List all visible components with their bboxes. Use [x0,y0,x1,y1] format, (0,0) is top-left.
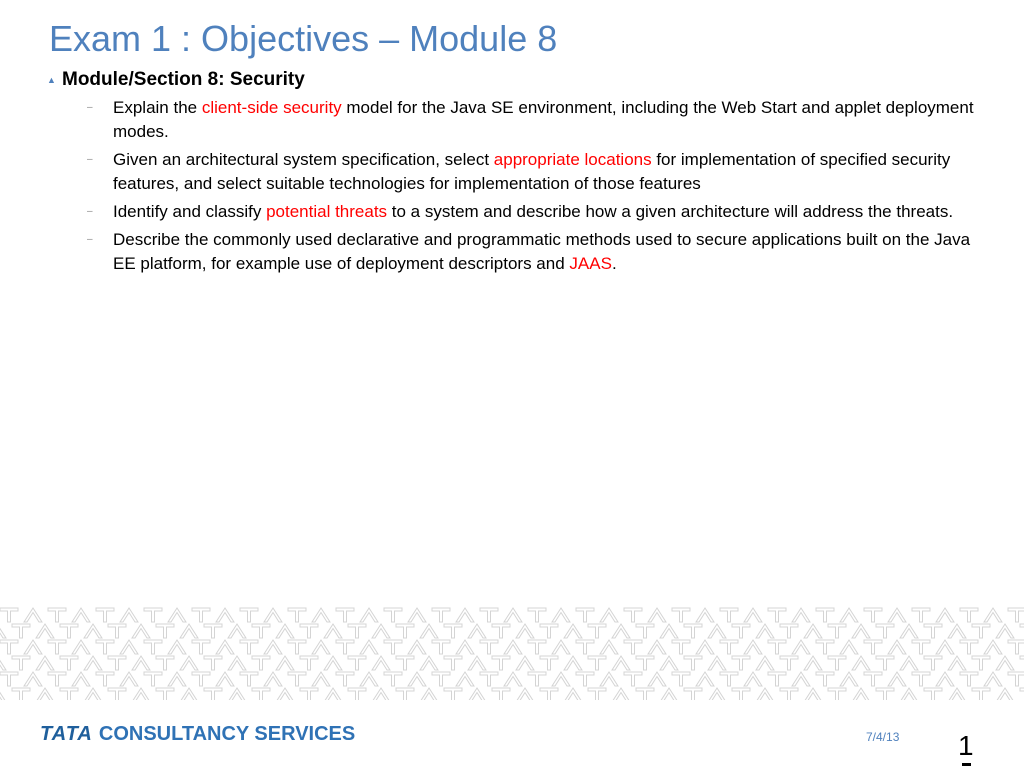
pattern-a-glyph [408,608,426,622]
pattern-a-glyph [744,672,762,686]
pattern-a-glyph [696,672,714,686]
pattern-a-glyph [120,640,138,654]
pattern-t-glyph [384,608,402,622]
pattern-a-glyph [0,624,6,638]
pattern-a-glyph [84,656,102,670]
pattern-a-glyph [948,688,966,700]
pattern-a-glyph [900,688,918,700]
pattern-a-glyph [840,608,858,622]
tata-pattern-graphic [0,606,1024,700]
pattern-a-glyph [840,640,858,654]
pattern-a-glyph [612,688,630,700]
pattern-t-glyph [384,672,402,686]
pattern-t-glyph [396,656,414,670]
pattern-a-glyph [84,624,102,638]
pattern-t-glyph [300,656,318,670]
pattern-t-glyph [636,656,654,670]
pattern-t-glyph [480,672,498,686]
pattern-a-glyph [600,608,618,622]
pattern-t-glyph [624,672,642,686]
pattern-t-glyph [828,688,846,700]
pattern-a-glyph [756,656,774,670]
pattern-a-glyph [660,688,678,700]
pattern-t-glyph [684,624,702,638]
pattern-a-glyph [0,656,6,670]
pattern-a-glyph [312,608,330,622]
pattern-a-glyph [276,624,294,638]
pattern-t-glyph [12,656,30,670]
pattern-t-glyph [444,688,462,700]
slide-title: Exam 1 : Objectives – Module 8 [49,18,558,59]
pattern-a-glyph [228,688,246,700]
pattern-t-glyph [48,672,66,686]
pattern-t-glyph [912,640,930,654]
pattern-t-glyph [348,656,366,670]
pattern-a-glyph [324,688,342,700]
pattern-a-glyph [888,672,906,686]
pattern-t-glyph [1008,608,1024,622]
pattern-a-glyph [996,656,1014,670]
objective-text: for implementation of specified security features, and select suitable technologies for implementation of those features [113,150,951,193]
highlighted-term: JAAS [569,254,612,273]
pattern-t-glyph [972,688,990,700]
page-number-underline [962,763,971,766]
pattern-a-glyph [900,624,918,638]
pattern-t-glyph [108,688,126,700]
pattern-a-glyph [792,640,810,654]
pattern-a-glyph [132,688,150,700]
dash-bullet-icon: – [87,234,93,245]
pattern-a-glyph [804,624,822,638]
section-heading: Module/Section 8: Security [62,69,305,90]
pattern-a-glyph [612,624,630,638]
pattern-a-glyph [564,688,582,700]
pattern-a-glyph [708,624,726,638]
pattern-t-glyph [540,656,558,670]
pattern-t-glyph [960,640,978,654]
pattern-a-glyph [516,624,534,638]
pattern-t-glyph [1020,624,1024,638]
pattern-t-glyph [576,672,594,686]
pattern-t-glyph [156,656,174,670]
pattern-t-glyph [348,624,366,638]
pattern-a-glyph [360,672,378,686]
pattern-a-glyph [372,624,390,638]
pattern-a-glyph [504,608,522,622]
pattern-a-glyph [324,656,342,670]
company-logo [40,720,355,750]
pattern-a-glyph [600,672,618,686]
pattern-a-glyph [948,656,966,670]
pattern-t-glyph [144,672,162,686]
pattern-a-glyph [408,640,426,654]
pattern-t-glyph [240,608,258,622]
objective-item [87,96,977,144]
pattern-t-glyph [588,688,606,700]
pattern-t-glyph [240,672,258,686]
pattern-t-glyph [912,608,930,622]
pattern-t-glyph [12,688,30,700]
pattern-t-glyph [300,624,318,638]
pattern-t-glyph [252,624,270,638]
pattern-a-glyph [360,640,378,654]
pattern-t-glyph [912,672,930,686]
pattern-a-glyph [180,656,198,670]
pattern-a-glyph [36,688,54,700]
pattern-a-glyph [72,608,90,622]
pattern-t-glyph [48,640,66,654]
pattern-t-glyph [780,688,798,700]
pattern-a-glyph [168,672,186,686]
logo-brand: TATA [40,723,93,745]
pattern-t-glyph [0,640,18,654]
pattern-t-glyph [240,640,258,654]
pattern-t-glyph [1020,688,1024,700]
pattern-t-glyph [288,608,306,622]
pattern-t-glyph [672,608,690,622]
pattern-a-glyph [984,640,1002,654]
pattern-t-glyph [204,656,222,670]
pattern-a-glyph [648,640,666,654]
pattern-t-glyph [624,608,642,622]
pattern-a-glyph [120,672,138,686]
pattern-t-glyph [432,672,450,686]
section-header [47,66,977,94]
pattern-a-glyph [312,640,330,654]
pattern-a-glyph [948,624,966,638]
pattern-t-glyph [768,640,786,654]
pattern-a-glyph [936,608,954,622]
pattern-a-glyph [228,624,246,638]
dash-bullet-icon: – [87,206,93,217]
pattern-t-glyph [720,608,738,622]
pattern-a-glyph [456,640,474,654]
pattern-a-glyph [696,640,714,654]
pattern-t-glyph [732,656,750,670]
objective-text: . [611,254,617,273]
pattern-t-glyph [816,672,834,686]
objective-text: Identify and classify [113,202,267,221]
pattern-t-glyph [624,640,642,654]
pattern-t-glyph [924,624,942,638]
pattern-a-glyph [324,624,342,638]
pattern-a-glyph [456,608,474,622]
pattern-a-glyph [36,624,54,638]
pattern-t-glyph [60,688,78,700]
pattern-a-glyph [996,688,1014,700]
pattern-a-glyph [420,624,438,638]
pattern-a-glyph [420,656,438,670]
pattern-t-glyph [144,640,162,654]
pattern-a-glyph [660,656,678,670]
pattern-t-glyph [108,624,126,638]
pattern-t-glyph [528,672,546,686]
pattern-t-glyph [684,688,702,700]
pattern-t-glyph [972,656,990,670]
pattern-t-glyph [876,624,894,638]
pattern-t-glyph [204,624,222,638]
pattern-t-glyph [192,640,210,654]
pattern-t-glyph [540,624,558,638]
pattern-t-glyph [1008,672,1024,686]
pattern-t-glyph [432,640,450,654]
pattern-a-glyph [24,608,42,622]
pattern-a-glyph [756,688,774,700]
pattern-t-glyph [0,672,18,686]
objective-list [87,96,977,280]
pattern-a-glyph [504,640,522,654]
pattern-a-glyph [552,608,570,622]
objective-item [87,148,977,196]
pattern-a-glyph [504,672,522,686]
pattern-a-glyph [0,688,6,700]
pattern-a-glyph [552,672,570,686]
pattern-t-glyph [444,624,462,638]
pattern-a-glyph [264,640,282,654]
pattern-a-glyph [900,656,918,670]
pattern-a-glyph [312,672,330,686]
slide-date: 7/4/13 [866,730,900,744]
pattern-a-glyph [372,656,390,670]
pattern-t-glyph [672,672,690,686]
pattern-a-glyph [696,608,714,622]
pattern-t-glyph [924,656,942,670]
pattern-a-glyph [936,672,954,686]
pattern-a-glyph [984,608,1002,622]
pattern-t-glyph [156,624,174,638]
pattern-t-glyph [876,688,894,700]
pattern-a-glyph [984,672,1002,686]
pattern-a-glyph [456,672,474,686]
pattern-a-glyph [36,656,54,670]
objective-text: model for the Java SE environment, including the Web Start and applet deployment modes. [113,98,974,141]
pattern-t-glyph [480,608,498,622]
pattern-t-glyph [144,608,162,622]
pattern-t-glyph [492,656,510,670]
pattern-a-glyph [228,656,246,670]
objective-text: Given an architectural system specification, select [113,150,494,169]
highlighted-term: appropriate locations [493,150,652,169]
dash-bullet-icon: – [87,102,93,113]
logo-company-name: CONSULTANCY SERVICES [98,723,356,745]
pattern-a-glyph [132,656,150,670]
pattern-t-glyph [768,672,786,686]
pattern-a-glyph [516,656,534,670]
pattern-a-glyph [360,608,378,622]
pattern-a-glyph [744,640,762,654]
pattern-a-glyph [72,640,90,654]
pattern-a-glyph [936,640,954,654]
pattern-a-glyph [24,672,42,686]
pattern-a-glyph [612,656,630,670]
pattern-t-glyph [252,688,270,700]
pattern-t-glyph [732,624,750,638]
pattern-t-glyph [288,672,306,686]
pattern-t-glyph [864,608,882,622]
pattern-t-glyph [576,608,594,622]
pattern-t-glyph [396,624,414,638]
pattern-a-glyph [168,608,186,622]
highlighted-term: client-side security [201,98,342,117]
pattern-t-glyph [768,608,786,622]
pattern-a-glyph [852,688,870,700]
pattern-t-glyph [828,656,846,670]
pattern-t-glyph [108,656,126,670]
pattern-a-glyph [744,608,762,622]
pattern-t-glyph [720,672,738,686]
triangle-bullet-icon: ▲ [47,75,56,85]
pattern-t-glyph [384,640,402,654]
pattern-a-glyph [756,624,774,638]
pattern-a-glyph [840,672,858,686]
pattern-a-glyph [276,656,294,670]
pattern-t-glyph [492,624,510,638]
pattern-a-glyph [180,624,198,638]
pattern-t-glyph [924,688,942,700]
objective-text: Describe the commonly used declarative and programmatic methods used to secure applications built on the Java EE platform, for example use of deployment descriptors and [113,230,971,273]
pattern-a-glyph [852,624,870,638]
pattern-a-glyph [792,608,810,622]
pattern-a-glyph [168,640,186,654]
pattern-a-glyph [84,688,102,700]
pattern-t-glyph [348,688,366,700]
pattern-a-glyph [264,672,282,686]
pattern-a-glyph [24,640,42,654]
pattern-a-glyph [468,624,486,638]
highlighted-term: potential threats [266,202,388,221]
pattern-t-glyph [300,688,318,700]
pattern-t-glyph [288,640,306,654]
pattern-t-glyph [732,688,750,700]
pattern-t-glyph [192,608,210,622]
pattern-t-glyph [816,640,834,654]
pattern-a-glyph [708,688,726,700]
pattern-t-glyph [336,672,354,686]
pattern-a-glyph [552,640,570,654]
pattern-t-glyph [588,624,606,638]
pattern-t-glyph [780,656,798,670]
pattern-t-glyph [1020,656,1024,670]
pattern-a-glyph [132,624,150,638]
pattern-a-glyph [600,640,618,654]
pattern-t-glyph [540,688,558,700]
pattern-a-glyph [648,608,666,622]
pattern-t-glyph [876,656,894,670]
pattern-a-glyph [216,672,234,686]
pattern-a-glyph [516,688,534,700]
pattern-t-glyph [60,656,78,670]
pattern-a-glyph [180,688,198,700]
pattern-a-glyph [216,608,234,622]
pattern-a-glyph [468,656,486,670]
pattern-a-glyph [708,656,726,670]
pattern-t-glyph [720,640,738,654]
pattern-t-glyph [192,672,210,686]
pattern-t-glyph [636,688,654,700]
pattern-t-glyph [96,640,114,654]
pattern-t-glyph [60,624,78,638]
pattern-a-glyph [804,688,822,700]
pattern-t-glyph [960,608,978,622]
objective-text: to a system and describe how a given architecture will address the threats. [387,202,954,221]
pattern-a-glyph [216,640,234,654]
pattern-t-glyph [480,640,498,654]
pattern-t-glyph [252,656,270,670]
pattern-a-glyph [372,688,390,700]
objective-text: Explain the [113,98,202,117]
pattern-a-glyph [408,672,426,686]
pattern-a-glyph [660,624,678,638]
pattern-t-glyph [864,672,882,686]
pattern-a-glyph [564,624,582,638]
pattern-t-glyph [960,672,978,686]
objective-item [87,228,977,276]
pattern-t-glyph [444,656,462,670]
pattern-t-glyph [48,608,66,622]
pattern-a-glyph [468,688,486,700]
pattern-a-glyph [792,672,810,686]
pattern-a-glyph [648,672,666,686]
pattern-t-glyph [576,640,594,654]
pattern-t-glyph [636,624,654,638]
pattern-t-glyph [972,624,990,638]
pattern-t-glyph [588,656,606,670]
pattern-a-glyph [264,608,282,622]
pattern-a-glyph [852,656,870,670]
pattern-t-glyph [492,688,510,700]
pattern-a-glyph [888,640,906,654]
pattern-t-glyph [528,640,546,654]
pattern-a-glyph [888,608,906,622]
dash-bullet-icon: – [87,154,93,165]
pattern-a-glyph [72,672,90,686]
pattern-t-glyph [816,608,834,622]
pattern-a-glyph [564,656,582,670]
pattern-t-glyph [336,608,354,622]
pattern-t-glyph [0,608,18,622]
page-number: 1 [958,730,974,761]
pattern-a-glyph [804,656,822,670]
pattern-t-glyph [684,656,702,670]
objective-item [87,200,977,224]
pattern-t-glyph [672,640,690,654]
pattern-a-glyph [996,624,1014,638]
pattern-t-glyph [156,688,174,700]
pattern-t-glyph [864,640,882,654]
pattern-t-glyph [780,624,798,638]
pattern-t-glyph [336,640,354,654]
pattern-t-glyph [96,672,114,686]
pattern-a-glyph [420,688,438,700]
pattern-t-glyph [528,608,546,622]
pattern-t-glyph [96,608,114,622]
pattern-t-glyph [12,624,30,638]
pattern-t-glyph [828,624,846,638]
pattern-t-glyph [1008,640,1024,654]
pattern-a-glyph [120,608,138,622]
pattern-t-glyph [432,608,450,622]
pattern-t-glyph [204,688,222,700]
pattern-t-glyph [396,688,414,700]
tata-pattern-band [0,606,1024,700]
pattern-a-glyph [276,688,294,700]
